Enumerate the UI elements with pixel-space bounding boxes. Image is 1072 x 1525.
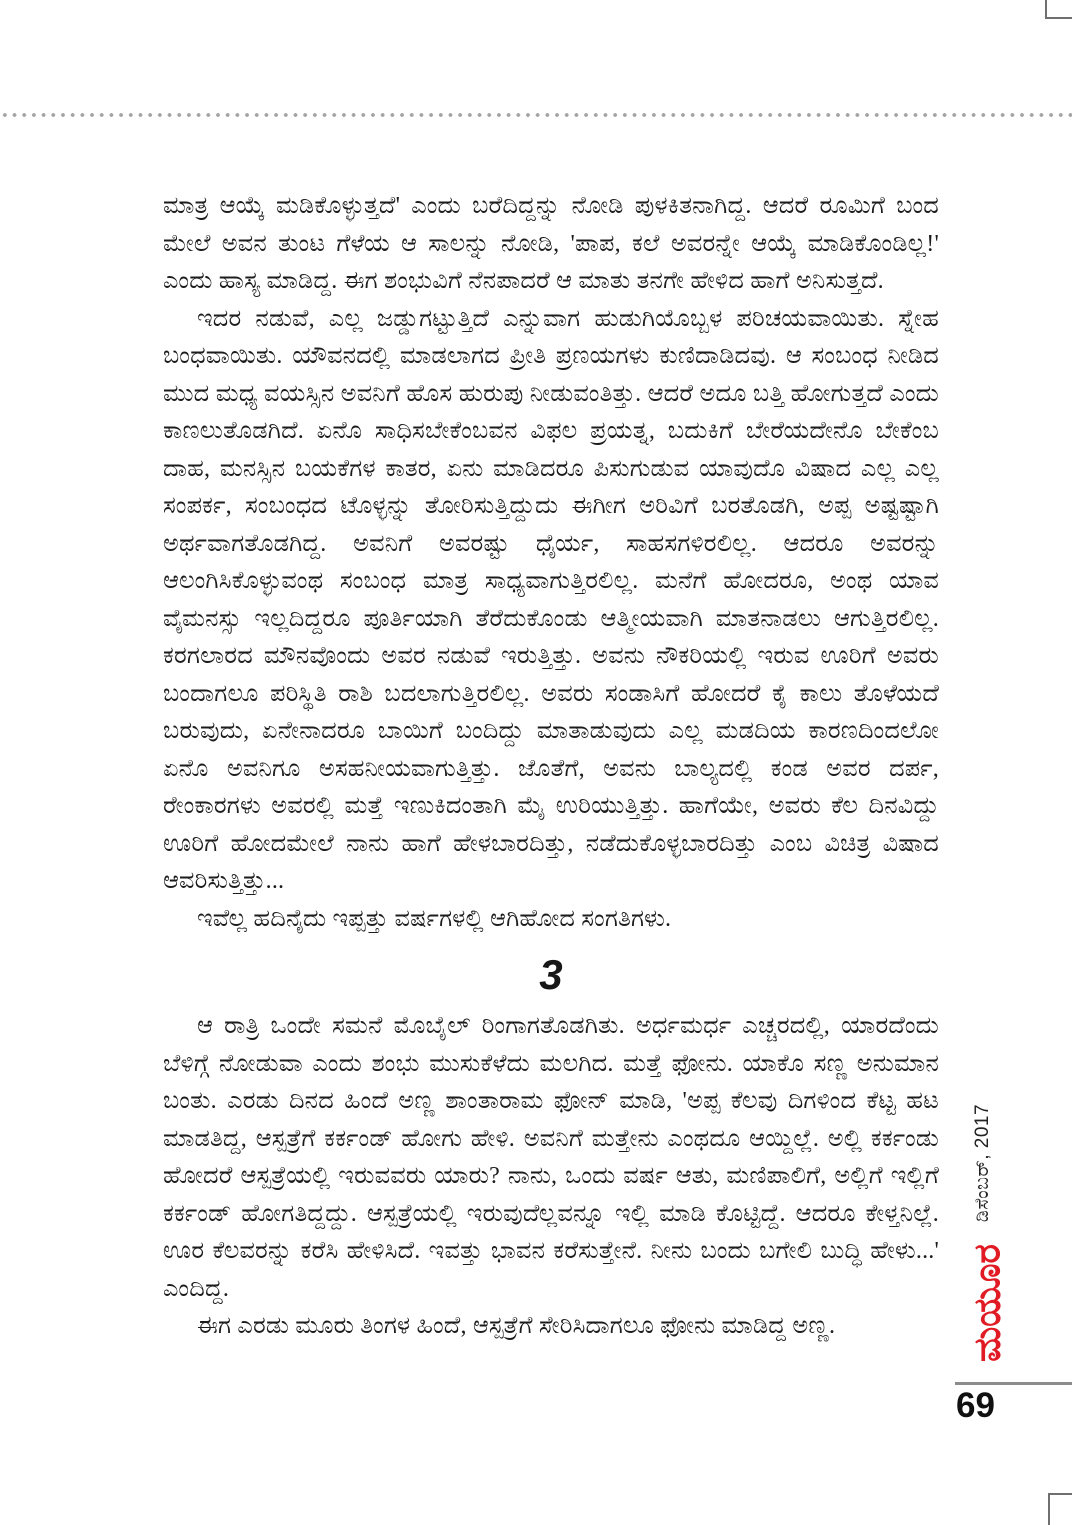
- page-number: 69: [956, 1386, 995, 1425]
- paragraph: ಈಗ ಎರಡು ಮೂರು ತಿಂಗಳ ಹಿಂದೆ, ಆಸ್ಪತ್ರೆಗೆ ಸೇರಿಸಿದಾಗಲೂ ಫೋನು ಮಾಡಿದ್ದ ಅಣ್ಣ.: [197, 1313, 836, 1339]
- crop-mark-bottom-right-horizontal: [1048, 1493, 1072, 1495]
- magazine-name-logo: ಮಯೂರ: [967, 1244, 1009, 1362]
- page-number-rule: [955, 1382, 1072, 1385]
- paragraph: ಆ ರಾತ್ರಿ ಒಂದೇ ಸಮನೆ ಮೊಬೈಲ್ ರಿಂಗಾಗತೊಡಗಿತು. ಅರ್ಧಮರ್ಧ ಎಚ್ಚರದಲ್ಲಿ, ಯಾರದೆಂದು ಬೆಳಿಗ್ಗೆ ನೋಡುವಾ ಎಂದು ಶಂಭು ಮುಸುಕೆಳೆದು ಮಲಗಿದ. ಮತ್ತೆ ಫೋನು. ಯಾಕೊ ಸಣ್ಣ ಅನುಮಾನ ಬಂತು. ಎರಡು ದಿನದ ಹಿಂದೆ ಅಣ್ಣ ಶಾಂತಾರಾಮ ಫೋನ್ ಮಾಡಿ, 'ಅಪ್ಪ ಕೆಲವು ದಿಗಳಿಂದ ಕೆಟ್ಟ ಹಟ ಮಾಡತಿದ್ದ, ಆಸ್ಪತ್ರೆಗೆ ಕರ್ಕಂಡ್ ಹೋಗು ಹೇಳಿ. ಅವನಿಗೆ ಮತ್ತೇನು ಎಂಥದೂ ಆಯ್ದಿಲ್ಲೆ. ಅಲ್ಲಿ ಕರ್ಕಂಡು ಹೋದರೆ ಆಸ್ಪತ್ರೆಯಲ್ಲಿ ಇರುವವರು ಯಾರು? ನಾನು, ಒಂದು ವರ್ಷ ಆತು, ಮಣಿಪಾಲಿಗೆ, ಅಲ್ಲಿಗೆ ಇಲ್ಲಿಗೆ ಕರ್ಕಂಡ್ ಹೋಗತಿದ್ದದ್ದು. ಆಸ್ಪತ್ರೆಯಲ್ಲಿ ಇರುವುದೆಲ್ಲವನ್ನೂ ಇಲ್ಲಿ ಮಾಡಿ ಕೊಟ್ಟಿದ್ದೆ. ಆದರೂ ಕೇಳ್ತನಿಲ್ಲೆ. ಊರ ಕೆಲವರನ್ನು ಕರೆಸಿ ಹೇಳಿಸಿದೆ. ಇವತ್ತು ಭಾವನ ಕರೆಸುತ್ತೇನೆ. ನೀನು ಬಂದು ಬಗೇಲಿ ಬುದ್ಧಿ ಹೇಳು...' ಎಂದಿದ್ದ.: [163, 1013, 939, 1302]
- paragraph: ಇದರ ನಡುವೆ, ಎಲ್ಲ ಜಡ್ಡುಗಟ್ಟುತ್ತಿದೆ ಎನ್ನುವಾಗ ಹುಡುಗಿಯೊಬ್ಬಳ ಪರಿಚಯವಾಯಿತು. ಸ್ನೇಹ ಬಂಧವಾಯಿತು. ಯೌವನದಲ್ಲಿ ಮಾಡಲಾಗದ ಪ್ರೀತಿ ಪ್ರಣಯಗಳು ಕುಣಿದಾಡಿದವು. ಆ ಸಂಬಂಧ ನೀಡಿದ ಮುದ ಮಧ್ಯ ವಯಸ್ಸಿನ ಅವನಿಗೆ ಹೊಸ ಹುರುಪು ನೀಡುವಂತಿತ್ತು. ಆದರೆ ಅದೂ ಬತ್ತಿ ಹೋಗುತ್ತದೆ ಎಂದು ಕಾಣಲುತೊಡಗಿದೆ. ಏನೊ ಸಾಧಿಸಬೇಕೆಂಬವನ ವಿಫಲ ಪ್ರಯತ್ನ, ಬದುಕಿಗೆ ಬೇರೆಯದೇನೊ ಬೇಕೆಂಬ ದಾಹ, ಮನಸ್ಸಿನ ಬಯಕೆಗಳ ಕಾತರ, ಏನು ಮಾಡಿದರೂ ಪಿಸುಗುಡುವ ಯಾವುದೊ ವಿಷಾದ ಎಲ್ಲ ಎಲ್ಲ ಸಂಪರ್ಕ, ಸಂಬಂಧದ ಟೊಳ್ಳನ್ನು ತೋರಿಸುತ್ತಿದ್ದುದು ಈಗೀಗ ಅರಿವಿಗೆ ಬರತೊಡಗಿ, ಅಪ್ಪ ಅಷ್ಟಷ್ಟಾಗಿ ಅರ್ಥವಾಗತೊಡಗಿದ್ದ. ಅವನಿಗೆ ಅವರಷ್ಟು ಧೈರ್ಯ, ಸಾಹಸಗಳಿರಲಿಲ್ಲ. ಆದರೂ ಅವರನ್ನು ಆಲಂಗಿಸಿಕೊಳ್ಳುವಂಥ ಸಂಬಂಧ ಮಾತ್ರ ಸಾಧ್ಯವಾಗುತ್ತಿರಲಿಲ್ಲ. ಮನೆಗೆ ಹೋದರೂ, ಅಂಥ ಯಾವ ವೈಮನಸ್ಸು ಇಲ್ಲದಿದ್ದರೂ ಪೂರ್ತಿಯಾಗಿ ತೆರೆದುಕೊಂಡು ಆತ್ಮೀಯವಾಗಿ ಮಾತನಾಡಲು ಆಗುತ್ತಿರಲಿಲ್ಲ. ಕರಗಲಾರದ ಮೌನವೊಂದು ಅವರ ನಡುವೆ ಇರುತ್ತಿತ್ತು. ಅವನು ನೌಕರಿಯಲ್ಲಿ ಇರುವ ಊರಿಗೆ ಅವರು ಬಂದಾಗಲೂ ಪರಿಸ್ಥಿತಿ ರಾಶಿ ಬದಲಾಗುತ್ತಿರಲಿಲ್ಲ. ಅವರು ಸಂಡಾಸಿಗೆ ಹೋದರೆ ಕೈ ಕಾಲು ತೊಳೆಯದೆ ಬರುವುದು, ಏನೇನಾದರೂ ಬಾಯಿಗೆ ಬಂದಿದ್ದು ಮಾತಾಡುವುದು ಎಲ್ಲ ಮಡದಿಯ ಕಾರಣದಿಂದಲೋ ಏನೊ ಅವನಿಗೂ ಅಸಹನೀಯವಾಗುತ್ತಿತ್ತು. ಜೊತೆಗೆ, ಅವನು ಬಾಲ್ಯದಲ್ಲಿ ಕಂಡ ಅವರ ದರ್ಪ, ರೇಂಕಾರಗಳು ಅವರಲ್ಲಿ ಮತ್ತೆ ಇಣುಕಿದಂತಾಗಿ ಮೈ ಉರಿಯುತ್ತಿತ್ತು. ಹಾಗೆಯೇ, ಅವರು ಕೆಲ ದಿನವಿದ್ದು ಊರಿಗೆ ಹೋದಮೇಲೆ ನಾನು ಹಾಗೆ ಹೇಳಬಾರದಿತ್ತು, ನಡೆದುಕೊಳ್ಳಬಾರದಿತ್ತು ಎಂಬ ವಿಚಿತ್ರ ವಿಷಾದ ಆವರಿಸುತ್ತಿತ್ತು...: [163, 305, 939, 894]
- dotted-separator-rule: [0, 111, 1072, 119]
- article-body: [163, 188, 939, 1346]
- paragraph-continuation: ಮಾತ್ರ ಆಯ್ಕೆ ಮಡಿಕೊಳ್ಳುತ್ತದೆ' ಎಂದು ಬರೆದಿದ್ದನ್ನು ನೋಡಿ ಪುಳಕಿತನಾಗಿದ್ದ. ಆದರೆ ರೂಮಿಗೆ ಬಂದ ಮೇಲೆ ಅವನ ತುಂಟ ಗೆಳೆಯ ಆ ಸಾಲನ್ನು ನೋಡಿ, 'ಪಾಪ, ಕಲೆ ಅವರನ್ನೇ ಆಯ್ಕೆ ಮಾಡಿಕೊಂಡಿಲ್ಲ!' ಎಂದು ಹಾಸ್ಯ ಮಾಡಿದ್ದ. ಈಗ ಶಂಭುವಿಗೆ ನೆನಪಾದರೆ ಆ ಮಾತು ತನಗೇ ಹೇಳಿದ ಹಾಗೆ ಅನಿಸುತ್ತದೆ.: [163, 193, 939, 294]
- crop-mark-top-right-horizontal: [1045, 17, 1072, 19]
- issue-date-vertical-text: ಡಿಸೆಂಬರ್, 2017: [972, 1103, 993, 1223]
- paragraph: ಇವೆಲ್ಲ ಹದಿನೈದು ಇಪ್ಪತ್ತು ವರ್ಷಗಳಲ್ಲಿ ಆಗಿಹೋದ ಸಂಗತಿಗಳು.: [197, 905, 672, 932]
- crop-mark-top-right-vertical: [1045, 0, 1047, 18]
- crop-mark-bottom-right-vertical: [1048, 1493, 1050, 1525]
- section-number-heading: 3: [539, 951, 563, 998]
